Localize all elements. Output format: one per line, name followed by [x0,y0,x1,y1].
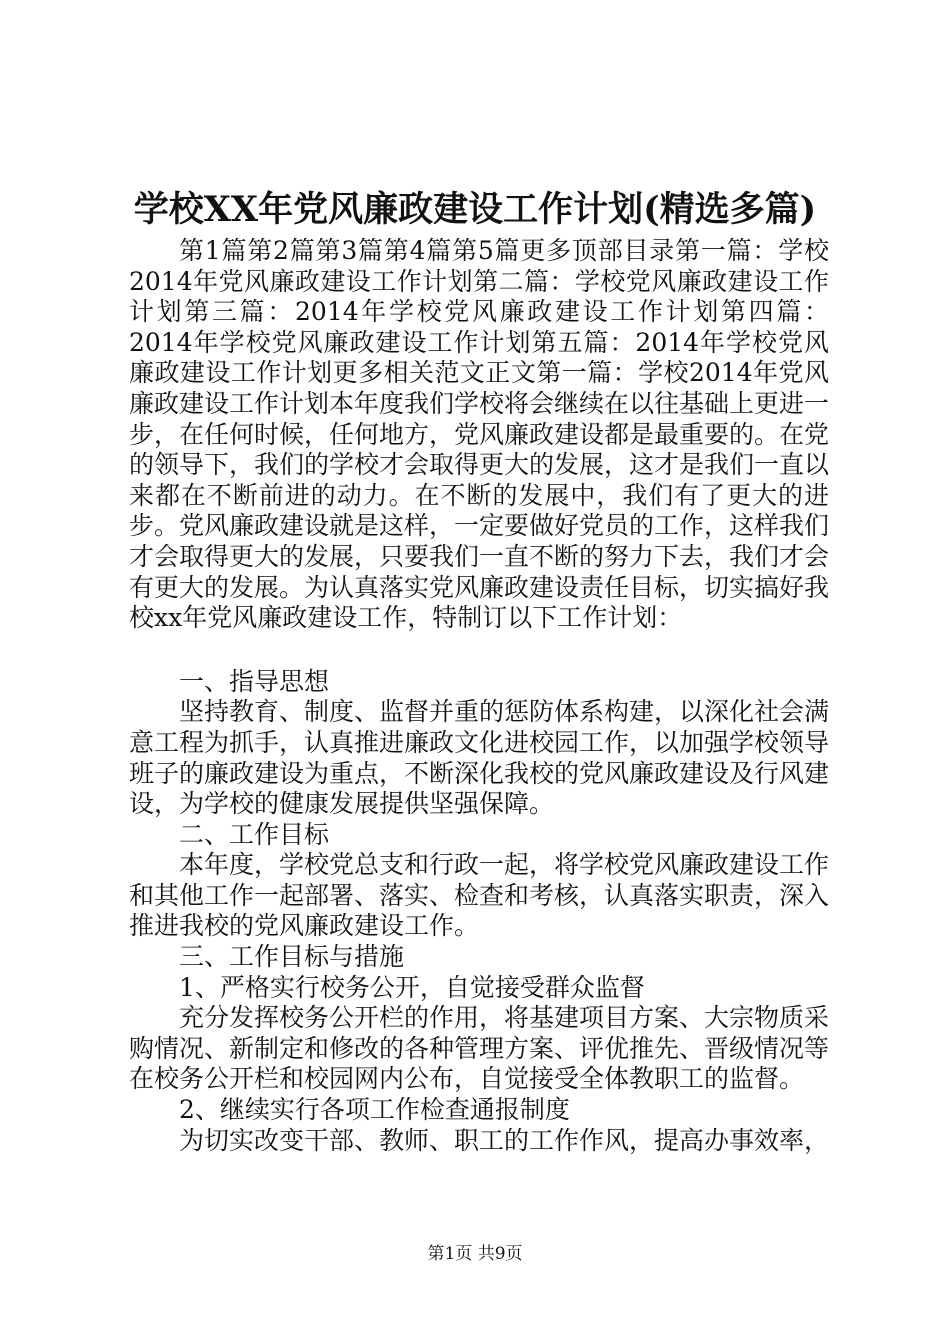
paragraph-intro: 第1篇第2篇第3篇第4篇第5篇更多顶部目录第一篇：学校2014年党风廉政建设工作计划第二篇：学校党风廉政建设工作计划第三篇：2014年学校党风廉政建设工作计划第四篇：2014年学校党风廉政建设工作计划第五篇：2014年学校党风廉政建设工作计划更多相关范文正文第一篇：学校2014年党风廉政建设工作计划本年度我们学校将会继续在以往基础上更进一步，在任何时候，任何地方，党风廉政建设都是最重要的。在党的领导下，我们的学校才会取得更大的发展，这才是我们一直以来都在不断前进的动力。在不断的发展中，我们有了更大的进步。党风廉政建设就是这样，一定要做好党员的工作，这样我们才会取得更大的发展，只要我们一直不断的努力下去，我们才会有更大的发展。为认真落实党风廉政建设责任目标，切实搞好我校xx年党风廉政建设工作，特制订以下工作计划： [129,236,830,633]
subheading-school-affairs-disclosure: 1、严格实行校务公开，自觉接受群众监督 [179,972,645,1002]
paragraph-inspection-reporting: 为切实改变干部、教师、职工的工作作风，提高办事效率， [179,1125,830,1155]
paragraph-guiding-ideology: 坚持教育、制度、监督并重的惩防体系构建，以深化社会满意工程为抓手，认真推进廉政文化进校园工作，以加强学校领导班子的廉政建设为重点，不断深化我校的党风廉政建设及行风建设，为学校的健康发展提供坚强保障。 [129,697,830,819]
paragraph-work-goals: 本年度，学校党总支和行政一起，将学校党风廉政建设工作和其他工作一起部署、落实、检查和考核，认真落实职责，深入推进我校的党风廉政建设工作。 [129,850,830,941]
document-body [129,236,829,1156]
section-heading-guiding-ideology: 一、指导思想 [179,666,330,696]
paragraph-school-affairs-disclosure: 充分发挥校务公开栏的作用，将基建项目方案、大宗物质采购情况、新制定和修改的各种管理方案、评优推先、晋级情况等在校务公开栏和校园网内公布，自觉接受全体教职工的监督。 [129,1003,830,1094]
subheading-inspection-reporting: 2、继续实行各项工作检查通报制度 [179,1095,570,1125]
document-title: 学校XX年党风廉政建设工作计划(精选多篇) [133,189,817,230]
section-heading-work-goals: 二、工作目标 [179,819,330,849]
page-number-footer: 第1页 共9页 [427,1244,523,1264]
section-heading-goals-and-measures: 三、工作目标与措施 [179,942,405,972]
